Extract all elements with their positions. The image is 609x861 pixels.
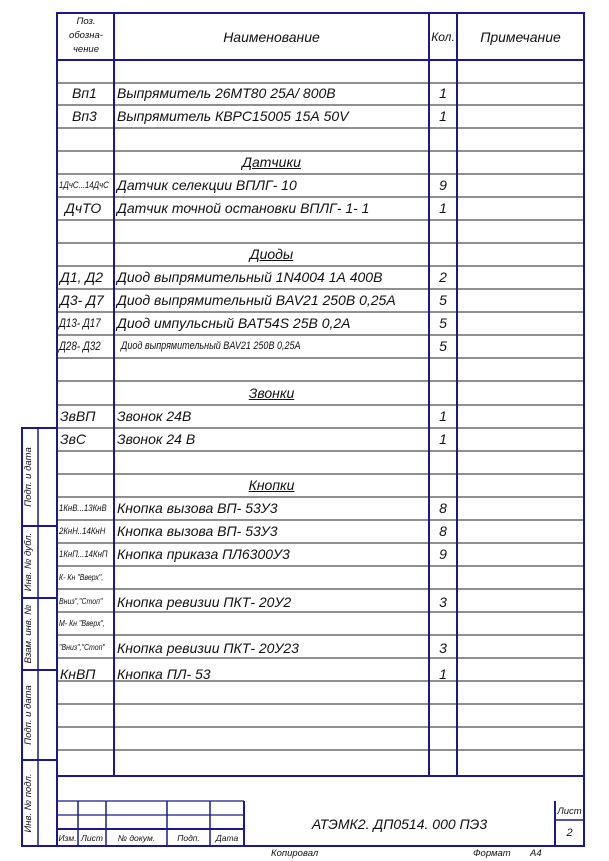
row-pos: Вп3 xyxy=(72,108,97,124)
row-qty: 1 xyxy=(439,666,447,682)
section-title-sensors: Датчики xyxy=(242,154,301,170)
row-pos: 1ДчС...14ДчС xyxy=(59,180,109,191)
doc-code: АТЭМК2. ДП0514. 000 ПЭ3 xyxy=(311,816,488,832)
row-name: Диод выпрямительный BAV21 250В 0,25А xyxy=(121,340,301,352)
row-pos: Д1, Д2 xyxy=(60,269,104,285)
header-qty: Кол. xyxy=(431,30,455,44)
header-name: Наименование xyxy=(223,29,320,45)
sheet-label: Лист xyxy=(557,806,582,817)
row-pos: ЗвВП xyxy=(60,408,96,424)
row-pos: ЗвС xyxy=(60,431,87,447)
row-qty: 8 xyxy=(439,500,447,516)
col-doc-num: № докум. xyxy=(117,833,156,843)
row-qty: 5 xyxy=(439,315,447,331)
row-name: Кнопка вызова ВП- 53У3 xyxy=(117,523,278,539)
section-title-bells: Звонки xyxy=(248,385,295,401)
header-pos-line2: обозна- xyxy=(69,30,103,41)
row-pos: Д3- Д7 xyxy=(60,292,104,308)
col-podp: Подп. xyxy=(177,833,200,843)
row-name: Диод выпрямительный BAV21 250В 0,25А xyxy=(117,292,396,308)
row-name: Выпрямитель 26МТ80 25А/ 800В xyxy=(117,85,336,101)
header-pos-line1: Поз. xyxy=(76,16,96,27)
row-name: Выпрямитель КВРС15005 15А 50V xyxy=(117,108,349,124)
row-name: Диод выпрямительный 1N4004 1А 400В xyxy=(117,269,383,285)
sheet-number: 2 xyxy=(566,827,573,839)
row-pos-line1: К- Кн "Вверх", xyxy=(59,572,104,582)
row-pos: Д13- Д17 xyxy=(59,316,101,330)
row-pos: 2КнН..14КнН xyxy=(59,526,106,537)
footer-copied: Копировал xyxy=(271,848,319,859)
row-qty: 9 xyxy=(439,546,447,562)
row-name: Кнопка ПЛ- 53 xyxy=(117,666,211,682)
row-qty: 1 xyxy=(439,108,447,124)
row-qty: 5 xyxy=(439,338,447,354)
row-pos: Д28- Д32 xyxy=(59,339,101,353)
row-pos-line2: Вниз","Стоп" xyxy=(59,596,103,606)
row-pos: 1КнП...14КнП xyxy=(59,549,108,560)
col-list: Лист xyxy=(81,833,103,843)
row-name: Датчик селекции ВПЛГ- 10 xyxy=(117,177,297,193)
row-name: Диод импульсный BAT54S 25В 0,2А xyxy=(117,315,351,331)
col-izm: Изм. xyxy=(58,833,77,843)
row-qty: 1 xyxy=(439,200,447,216)
row-qty: 1 xyxy=(439,408,447,424)
side-inv-dubl: Инв. № дубл. xyxy=(23,532,34,592)
row-name: Кнопка ревизии ПКТ- 20У2 xyxy=(117,594,292,610)
header-note: Примечание xyxy=(480,29,561,45)
row-qty: 1 xyxy=(439,431,447,447)
row-pos: ДчТО xyxy=(65,200,102,216)
footer-format-value: А4 xyxy=(530,848,542,859)
row-qty: 1 xyxy=(439,85,447,101)
col-data: Дата xyxy=(215,833,239,843)
row-pos: КнВП xyxy=(60,666,96,682)
row-qty: 5 xyxy=(439,292,447,308)
side-inv-podl: Инв. № подл. xyxy=(23,773,34,833)
row-pos: 1КнВ...13КнВ xyxy=(59,503,107,514)
header-pos-line3: чение xyxy=(73,44,99,55)
side-sign-date-2: Подп. и дата xyxy=(23,685,34,745)
row-qty: 2 xyxy=(439,269,447,285)
row-name: Звонок 24В xyxy=(117,408,192,424)
row-name: Датчик точной остановки ВПЛГ- 1- 1 xyxy=(117,200,370,216)
outer-frame xyxy=(57,13,584,846)
row-name: Звонок 24 В xyxy=(117,431,196,447)
row-pos-line2: "Вниз","Стоп" xyxy=(59,642,105,652)
row-name: Кнопка вызова ВП- 53У3 xyxy=(117,500,278,516)
row-pos-line1: М- Кн "Вверх", xyxy=(59,618,105,628)
side-sign-date-1: Подп. и дата xyxy=(23,447,34,507)
side-vzam-inv: Взам. инв. № xyxy=(23,604,34,664)
section-title-buttons: Кнопки xyxy=(248,477,295,493)
footer-format-label: Формат xyxy=(473,848,511,859)
row-name: Кнопка ревизии ПКТ- 20У23 xyxy=(117,640,299,656)
row-qty: 3 xyxy=(439,640,447,656)
row-qty: 8 xyxy=(439,523,447,539)
row-name: Кнопка приказа ПЛ6300У3 xyxy=(117,546,290,562)
row-pos: Вп1 xyxy=(72,85,97,101)
row-qty: 3 xyxy=(439,594,447,610)
row-qty: 9 xyxy=(439,177,447,193)
section-title-diodes: Диоды xyxy=(249,246,294,262)
